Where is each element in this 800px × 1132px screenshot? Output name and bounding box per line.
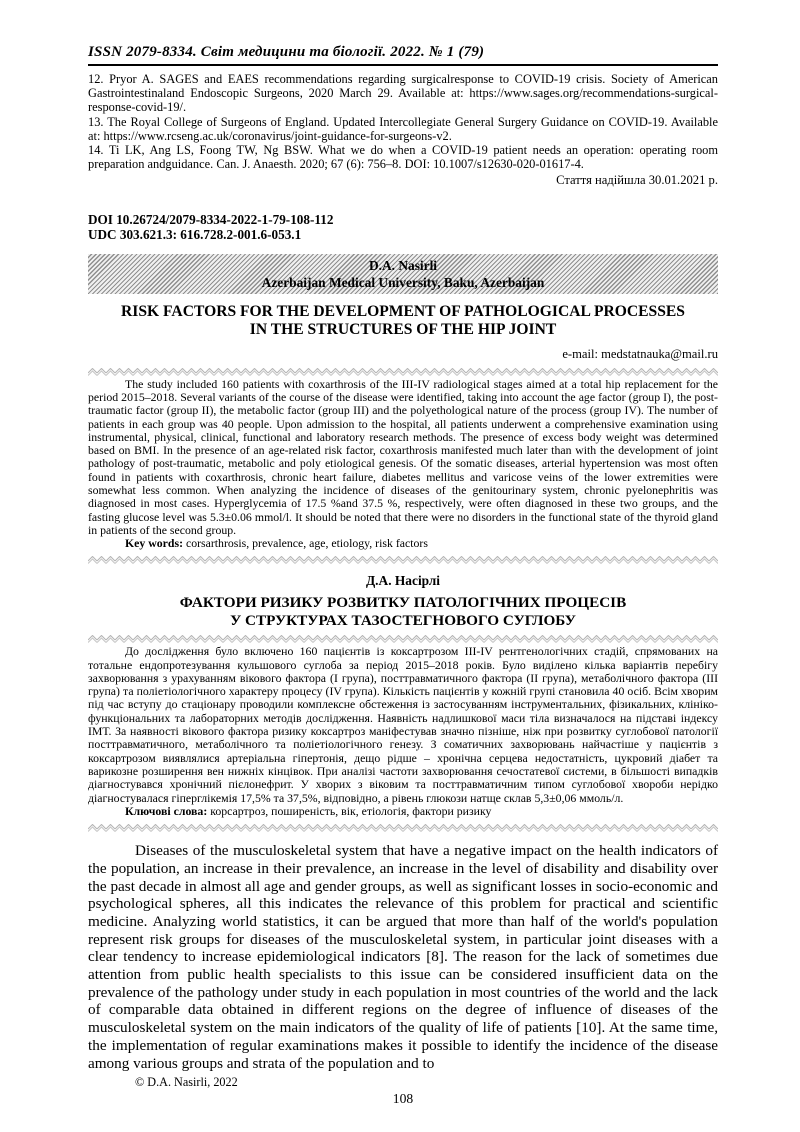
banner-affiliation: Azerbaijan Medical University, Baku, Azerbaijan: [261, 275, 545, 291]
article-title-en-line2: IN THE STRUCTURES OF THE HIP JOINT: [249, 321, 557, 339]
banner-author: D.A. Nasirli: [368, 258, 438, 274]
email-line: e-mail: medstatnauka@mail.ru: [562, 346, 718, 361]
received-date: Стаття надійшла 30.01.2021 р.: [556, 173, 718, 188]
references-list: [88, 72, 718, 171]
zigzag-divider: [88, 635, 718, 643]
keywords-uk-label: Ключові слова:: [125, 803, 208, 818]
page-content: [88, 44, 718, 1107]
reference-item-13: 13. The Royal College of Surgeons of England. Updated Intercollegiate General Surgery Guidance on COVID-19. Available at: https://www.rcseng.ac.uk/coronavirus/joint-guidance-for-surgeons-v2.: [88, 114, 718, 143]
author-uk: Д.А. Насірлі: [365, 573, 441, 589]
author-affiliation-banner: [88, 254, 718, 294]
reference-item-12: 12. Pryor A. SAGES and EAES recommendations regarding surgicalresponse to COVID-19 crisis. Society of American Gastrointestinaland Endoscopic Surgeons, 2020 March 29. Available at: https://www.sages.org/recommendations-surgical-response-covid-19/.: [88, 72, 718, 115]
zigzag-divider: [88, 556, 718, 564]
udc-line: UDC 303.621.3: 616.728.2-001.6-053.1: [88, 227, 302, 243]
keywords-uk-text: корсартроз, поширеність, вік, етіологія, фактори ризику: [210, 803, 492, 818]
page-number: 108: [392, 1091, 414, 1107]
journal-issn-header: ISSN 2079-8334. Світ медицини та біології. 2022. № 1 (79): [88, 44, 718, 66]
doi-line: DOI 10.26724/2079-8334-2022-1-79-108-112: [88, 212, 334, 228]
keywords-en-label: Key words:: [125, 536, 183, 551]
abstract-en: The study included 160 patients with coxarthrosis of the III-IV radiological stages aimed at a total hip replacement for the period 2015–2018. Several variants of the course of the disease were identified, taking into account the age factor (group I), the post-traumatic factor (group II), the metabolic factor (group III) and the polyethological nature of the process (group IV). The number of patients in each group was 40 people. Upon admission to the hospital, all patients underwent a comprehensive examination using instrumental, physical, clinical, functional and laboratory research methods. The presence of excess body weight was determined based on BMI. In the presence of an age-related risk factor, coxarthrosis manifested much later than with the development of joint pathology of post-traumatic, metabolic and poly etiological genesis. Of the somatic diseases, arterial hypertension was most often found in patients with coxarthrosis, chronic heart failure, diabetes mellitus and varicose veins of the lower extremities were somewhat less common. When analyzing the incidence of diseases of the genitourinary system, chronic pyelonephritis was diagnosed in most cases. Hyperglycemia of 17.5 %and 37.5 %, respectively, were often diagnosed in these two groups, and the fasting glucose level was 5.3±0.06 mmol/l. It should be noted that there were no disorders in the functional state of the thyroid gland in patients of the second group.: [88, 376, 718, 537]
article-title-en-line1: RISK FACTORS FOR THE DEVELOPMENT OF PATHOLOGICAL PROCESSES: [121, 303, 685, 321]
zigzag-divider: [88, 824, 718, 832]
zigzag-divider: [88, 368, 718, 376]
abstract-uk: До дослідження було включено 160 пацієнтів із коксартрозом III-IV рентгенологічних стадій, спрямованих на тотальне ендопротезування кульшового суглоба за період 2015–2018 років. Було виділено кілька варіантів перебігу захворювання з урахуванням вікового фактора (I група), посттравматичного фактора (II група), метаболічного фактора (III група) та поліетіологічного характеру процесу (IV група). Кількість пацієнтів у кожній групі становила 40 осіб. Всім хворим під час вступу до стаціонару проводили комплексне обстеження із застосуванням інструментальних, фізикальних, клініко-функціональних та лабораторних методів дослідження. Наявність надлишкової маси тіла визначалося на підставі індексу ІМТ. За наявності вікового фактора ризику коксартроз маніфестував значно пізніше, ніж при розвитку суглобової патології посттравматичного, метаболічного та поліетіологічного генезу. З соматичних захворювань найчастіше у пацієнтів з коксартрозом виявлялися артеріальна гіпертонія, дещо рідше – хронічна серцева недостатність, цукровий діабет та варикозне розширення вен нижніх кінцівок. При аналізі частоти захворювання сечостатевої системи, в більшості випадків діагностувався хронічний пієлонефрит. У хворих з віковим та посттравматичним типом суглобової хвороби нерідко діагностувалася гіперглікемія 17,5% та 37,5%, відповідно, а рівень глюкози натще склав 5,3±0,06 ммоль/л.: [88, 644, 718, 805]
article-title-uk-line2: У СТРУКТУРАХ ТАЗОСТЕГНОВОГО СУГЛОБУ: [230, 611, 576, 629]
copyright-notice: © D.A. Nasirli, 2022: [135, 1075, 238, 1090]
keywords-en-text: corsarthrosis, prevalence, age, etiology, risk factors: [185, 536, 428, 551]
reference-item-14: 14. Ti LK, Ang LS, Foong TW, Ng BSW. What we do when a COVID-19 patient needs an operation: operating room preparation andguidance. Can. J. Anaesth. 2020; 67 (6): 756–8. DOI: 10.1007/s12630-020-01617-4.: [88, 143, 718, 172]
body-paragraph: Diseases of the musculoskeletal system that have a negative impact on the health indicators of the population, an increase in their prevalence, an increase in the level of disability and disability over the past decade in almost all age and gender groups, as well as significant losses in socio-economic and psychological spheres, all this indicates the relevance of this problem for practical and scientific medicine. Analyzing world statistics, it can be argued that more than half of the world's population represent risk groups for diseases of the musculoskeletal system, in particular joint diseases with a clear tendency to increase epidemiological indicators [8]. The reason for the lack of sometimes due attention from public health specialists to this issue can be considered insufficient data on the prevalence of the pathology under study in each population in most countries of the world and the lack of comparable data obtained in different regions on the degree of influence of diseases of the musculoskeletal system on the main indicators of the quality of life of patients [10]. At the same time, the implementation of regular examinations makes it possible to identify the incidence of the disease among various groups and strata of the population and to: [88, 842, 718, 1072]
keywords-uk: [88, 805, 718, 818]
article-title-uk-line1: ФАКТОРИ РИЗИКУ РОЗВИТКУ ПАТОЛОГІЧНИХ ПРОЦЕСІВ: [179, 594, 627, 612]
article-title-uk: [88, 594, 718, 629]
doi-udc-block: [88, 212, 718, 242]
keywords-en: [88, 537, 718, 550]
article-title-en: [88, 303, 718, 338]
